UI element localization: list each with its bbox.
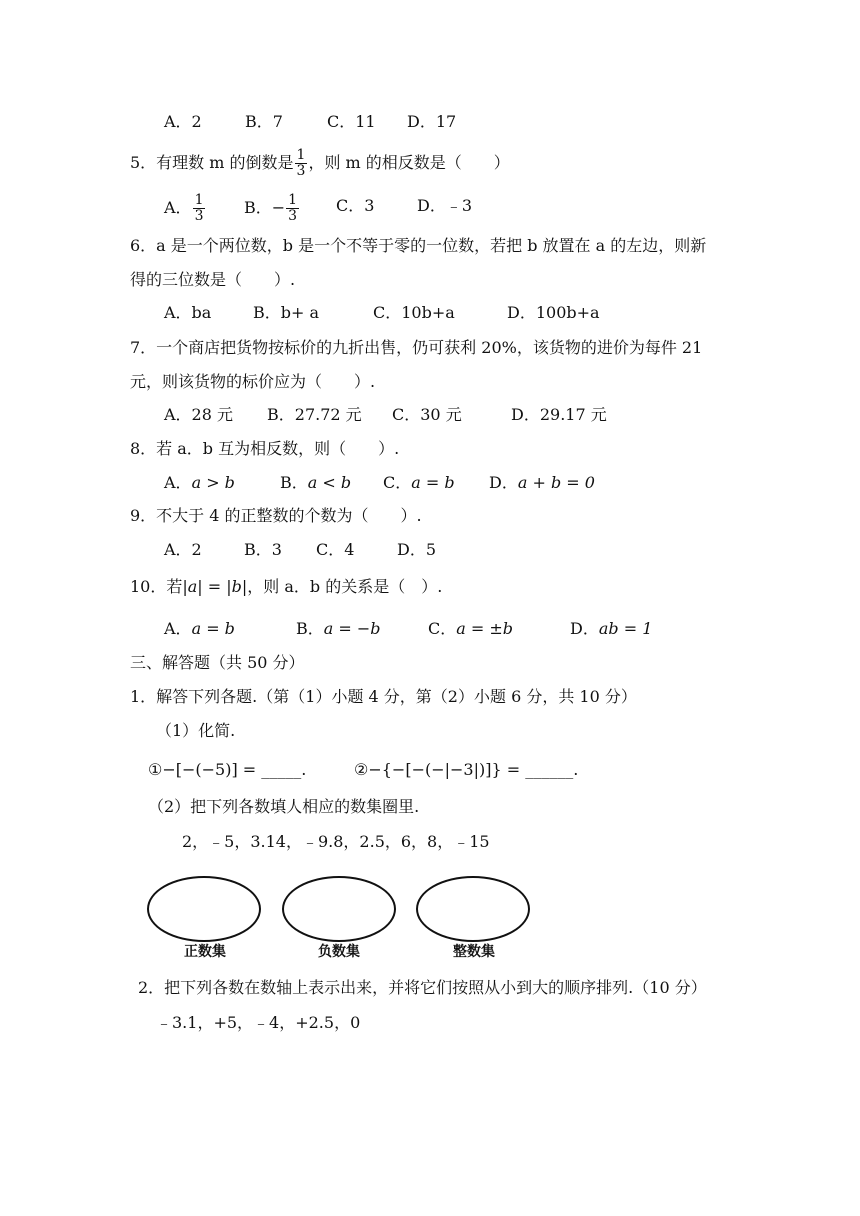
- option-prefix: B．: [280, 473, 308, 492]
- q4-option-d: D．17: [407, 112, 457, 131]
- q8-stem: 8．若 a．b 互为相反数，则（ ）.: [130, 439, 400, 458]
- number-list: 2，﹣5，3.14，﹣9.8，2.5，6，8，﹣15: [182, 832, 490, 851]
- option-expression: ab = 1: [598, 619, 653, 638]
- q10-option-d: [570, 619, 652, 639]
- fraction-numerator: 1: [194, 192, 204, 208]
- option-prefix: A．: [164, 473, 192, 492]
- q7-line-2: 元，则该货物的标价应为（ ）.: [130, 372, 376, 391]
- option-expression: a < b: [307, 473, 352, 492]
- fraction-denominator: 3: [296, 163, 306, 179]
- q7-option-a: A．28 元: [164, 405, 234, 424]
- fraction-numerator: 1: [288, 192, 298, 208]
- option-prefix: C．: [383, 473, 412, 492]
- fraction-denominator: 3: [288, 208, 298, 224]
- positive-set-ellipse: [147, 876, 261, 942]
- q7-line-1: 7．一个商店把货物按标价的九折出售，仍可获利 20%，该货物的进价为每件 21: [130, 338, 703, 357]
- q10-option-c: [428, 619, 513, 639]
- problem-1-title: 1．解答下列各题.（第（1）小题 4 分，第（2）小题 6 分，共 10 分）: [130, 687, 637, 706]
- q4-option-c: C．11: [327, 112, 376, 131]
- problem-1-expression-1: ①−[−(−5)] = _____.: [148, 760, 307, 779]
- option-expression: a + b = 0: [517, 473, 595, 492]
- q10-option-a: [164, 619, 235, 639]
- q7-option-c: C．30 元: [392, 405, 462, 424]
- option-prefix: A．: [164, 619, 192, 638]
- option-prefix: C．: [428, 619, 457, 638]
- q6-option-d: D．100b+a: [507, 303, 600, 322]
- q8-option-c: [383, 473, 455, 493]
- section-heading: 三、解答题（共 50 分）: [130, 653, 305, 672]
- q4-option-a: A．2: [164, 112, 202, 131]
- q6-option-a: A．ba: [164, 303, 212, 322]
- integer-set-label: 整数集: [453, 944, 495, 960]
- option-prefix: D．: [570, 619, 599, 638]
- fraction-denominator: 3: [194, 208, 204, 224]
- q10-option-b: [296, 619, 381, 639]
- q7-option-d: D．29.17 元: [511, 405, 607, 424]
- q10-stem-text: 10．若: [130, 577, 183, 596]
- option-expression: a = −b: [323, 619, 381, 638]
- option-expression: a = b: [191, 619, 235, 638]
- q5-option-d: D．﹣3: [417, 196, 473, 215]
- q10-stem-text-2: ，则 a．b 的关系是（ ）.: [247, 577, 443, 596]
- q9-option-d: D．5: [397, 540, 437, 559]
- q9-stem: 9．不大于 4 的正整数的个数为（ ）.: [130, 506, 422, 525]
- fraction: [193, 193, 206, 224]
- option-prefix: B．: [296, 619, 324, 638]
- q5-fraction: [295, 148, 308, 179]
- problem-2-numbers: ﹣3.1，+5，﹣4，+2.5，0: [156, 1013, 361, 1032]
- fraction-numerator: 1: [296, 147, 306, 163]
- option-expression: a > b: [191, 473, 235, 492]
- q5-stem: [130, 148, 510, 179]
- option-expression: a = ±b: [456, 619, 514, 638]
- integer-set-ellipse: [416, 876, 530, 942]
- q6-line-1: 6．a 是一个两位数，b 是一个不等于零的一位数，若把 b 放置在 a 的左边，则新: [130, 236, 707, 255]
- q6-option-c: C．10b+a: [373, 303, 455, 322]
- q6-option-b: B．b+ a: [253, 303, 320, 322]
- q5-stem-text: 5．有理数 m 的倒数是: [130, 153, 294, 172]
- q9-option-c: C．4: [316, 540, 355, 559]
- q10-expression: |a| = |b|: [182, 577, 248, 596]
- q5-option-a: [164, 193, 206, 224]
- q8-option-d: [489, 473, 595, 493]
- q6-line-2: 得的三位数是（ ）.: [130, 270, 296, 289]
- minus-sign: −: [271, 198, 286, 217]
- q5-option-b: [244, 193, 300, 224]
- q4-option-b: B．7: [245, 112, 283, 131]
- option-prefix: A．: [164, 198, 192, 217]
- fraction: [286, 193, 299, 224]
- option-prefix: D．: [489, 473, 518, 492]
- problem-1-sub-1: （1）化简.: [156, 721, 236, 740]
- q10-stem: [130, 577, 442, 597]
- negative-set-ellipse: [282, 876, 396, 942]
- problem-1-sub-2: （2）把下列各数填人相应的数集圈里.: [148, 797, 420, 816]
- option-expression: a = b: [411, 473, 455, 492]
- positive-set-label: 正数集: [184, 944, 226, 960]
- q7-option-b: B．27.72 元: [267, 405, 362, 424]
- problem-2-title: 2．把下列各数在数轴上表示出来，并将它们按照从小到大的顺序排列.（10 分）: [138, 978, 707, 997]
- q9-option-b: B．3: [244, 540, 282, 559]
- q8-option-a: [164, 473, 235, 493]
- q5-option-c: C．3: [336, 196, 375, 215]
- option-prefix: B．: [244, 198, 272, 217]
- q8-option-b: [280, 473, 351, 493]
- negative-set-label: 负数集: [318, 944, 360, 960]
- q5-stem-text-2: ，则 m 的相反数是（ ）: [308, 153, 510, 172]
- problem-1-expression-2: ②−{−[−(−|−3|)]} = ______.: [354, 760, 579, 779]
- q9-option-a: A．2: [164, 540, 202, 559]
